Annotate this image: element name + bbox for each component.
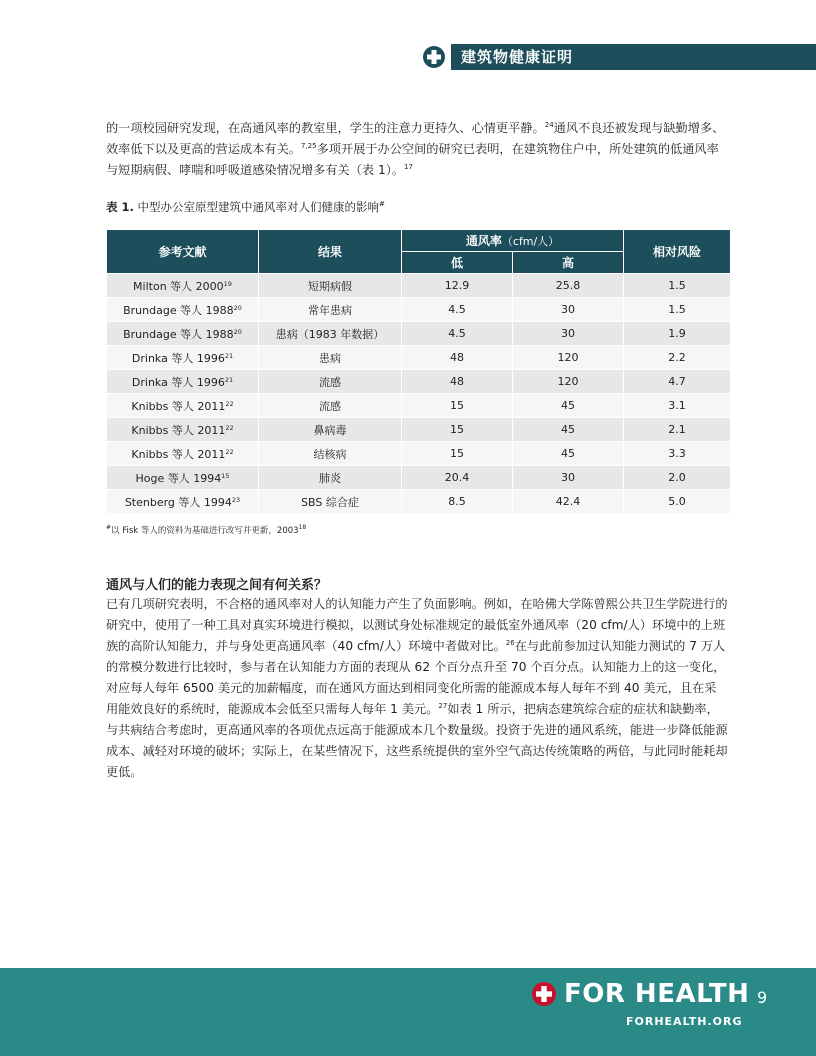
table-row (107, 466, 731, 490)
cell-low: 4.5 (402, 322, 513, 346)
cell-outcome: SBS 综合症 (259, 490, 402, 514)
cell-outcome: 流感 (259, 394, 402, 418)
cell-reference: Brundage 等人 1988$^{20}$ (107, 298, 259, 322)
table-row (107, 394, 731, 418)
cell-reference: Drinka 等人 1996$^{21}$ (107, 370, 259, 394)
page-number: 9 (757, 988, 768, 1007)
header-outcome: 结果 (259, 230, 402, 274)
cell-relative-risk: 1.5 (624, 298, 731, 322)
cell-high: 30 (513, 298, 624, 322)
cell-reference: Knibbs 等人 2011$^{22}$ (107, 418, 259, 442)
table-row (107, 274, 731, 298)
cell-high: 30 (513, 322, 624, 346)
table-row (107, 442, 731, 466)
cell-low: 4.5 (402, 298, 513, 322)
cell-outcome: 患病（1983 年数据） (259, 322, 402, 346)
table-row (107, 370, 731, 394)
table-footnote: #以 Fisk 等人的资料为基础进行改写并更新，2003$^{18}$ (106, 524, 307, 536)
citation: 26 (505, 639, 515, 647)
table-row (107, 346, 731, 370)
cell-outcome: 短期病假 (259, 274, 402, 298)
cell-relative-risk: 2.2 (624, 346, 731, 370)
header-tag (423, 44, 816, 70)
cell-reference: Knibbs 等人 2011$^{22}$ (107, 442, 259, 466)
header-reference: 参考文献 (107, 230, 259, 274)
cell-low: 48 (402, 346, 513, 370)
cell-low: 15 (402, 394, 513, 418)
cell-high: 120 (513, 346, 624, 370)
cell-reference: Brundage 等人 1988$^{20}$ (107, 322, 259, 346)
header-high: 高 (513, 252, 624, 274)
cell-low: 12.9 (402, 274, 513, 298)
cell-relative-risk: 1.9 (624, 322, 731, 346)
cell-high: 45 (513, 394, 624, 418)
citation: 24 (544, 121, 554, 129)
cell-outcome: 常年患病 (259, 298, 402, 322)
cell-reference: Hoge 等人 1994$^{15}$ (107, 466, 259, 490)
cell-high: 120 (513, 370, 624, 394)
cell-relative-risk: 2.1 (624, 418, 731, 442)
cell-reference: Knibbs 等人 2011$^{22}$ (107, 394, 259, 418)
citation: 27 (438, 702, 448, 710)
header-low: 低 (402, 252, 513, 274)
header-relative-risk: 相对风险 (624, 230, 731, 274)
ventilation-health-table (106, 229, 731, 514)
cell-relative-risk: 2.0 (624, 466, 731, 490)
table-row (107, 418, 731, 442)
table-row (107, 322, 731, 346)
cell-outcome: 肺炎 (259, 466, 402, 490)
red-cross-icon (532, 982, 556, 1006)
cell-relative-risk: 4.7 (624, 370, 731, 394)
cell-reference: Stenberg 等人 1994$^{23}$ (107, 490, 259, 514)
cell-low: 48 (402, 370, 513, 394)
intro-paragraph: 的一项校园研究发现，在高通风率的教室里，学生的注意力更持久、心情更平静。$^{24}$通风不良还被发现与缺勤增多、效率低下以及更高的营运成本有关。$^{7,25}$多项开展于办公空间的研究已表明，在建筑物住户中，所处建筑的低通风率与短期病假、哮喘和呼吸道感染情况增多有关（表 1）。$^{17}$ (106, 121, 725, 177)
section-heading: 通风与人们的能力表现之间有何关系？ (106, 578, 328, 593)
cell-relative-risk: 1.5 (624, 274, 731, 298)
cell-high: 30 (513, 466, 624, 490)
cell-high: 42.4 (513, 490, 624, 514)
cell-reference: Milton 等人 2000$^{19}$ (107, 274, 259, 298)
cell-high: 45 (513, 442, 624, 466)
cell-outcome: 患病 (259, 346, 402, 370)
cell-high: 45 (513, 418, 624, 442)
table-label: 表 1. (106, 200, 134, 214)
cell-reference: Drinka 等人 1996$^{21}$ (107, 346, 259, 370)
cell-low: 20.4 (402, 466, 513, 490)
cell-low: 8.5 (402, 490, 513, 514)
table-title: 中型办公室原型建筑中通风率对人们健康的影响 (137, 200, 380, 214)
website-link[interactable]: FORHEALTH.ORG (626, 1015, 743, 1028)
cell-low: 15 (402, 418, 513, 442)
citation: 7,25 (301, 142, 317, 150)
cell-relative-risk: 3.1 (624, 394, 731, 418)
table-row (107, 490, 731, 514)
cell-relative-risk: 5.0 (624, 490, 731, 514)
table-caption: 表 1. 中型办公室原型建筑中通风率对人们健康的影响# (106, 200, 385, 214)
section-paragraph: 已有几项研究表明，不合格的通风率对人的认知能力产生了负面影响。例如，在哈佛大学陈曾熙公共卫生学院进行的研究中，使用了一种工具对真实环境进行模拟，以测试身处标准规定的最低室外通风率（20 cfm/人）环境中的上班族的高阶认知能力，并与身处更高通风率（40 cfm/人）环境中者做对比。$^{26}$在与此前参加过认知能力测试的 7 万人的常模分数进行比较时，参与者在认知能力方面的表现从 62 个百分点升至 70 个百分点。认知能力上的这一变化，对应每人每年 6500 美元的加薪幅度，而在通风方面达到相同变化所需的能源成本每人每年不到 40 美元，且在采用能效良好的系统时，能源成本会低至只需每人每年 1 美元。$^{27}$如表 1 所示，把病态建筑综合症的症状和缺勤率，与共病结合考虑时，更高通风率的各项优点远高于能源成本几个数量级。投资于先进的通风系统，能进一步降低能源成本、减轻对环境的破坏；实际上，在某些情况下，这些系统提供的室外空气高达传统策略的两倍，与此同时能耗却更低。 (106, 597, 728, 779)
health-cross-icon (423, 46, 445, 68)
cell-outcome: 鼻病毒 (259, 418, 402, 442)
table-row (107, 298, 731, 322)
header-ventilation: 通风率（cfm/人） (402, 230, 624, 252)
header-title: 建筑物健康证明 (451, 44, 816, 70)
cell-outcome: 流感 (259, 370, 402, 394)
cell-relative-risk: 3.3 (624, 442, 731, 466)
cell-low: 15 (402, 442, 513, 466)
cell-high: 25.8 (513, 274, 624, 298)
cell-outcome: 结核病 (259, 442, 402, 466)
citation: 17 (404, 163, 413, 171)
brand-name: FOR HEALTH (564, 979, 750, 1009)
